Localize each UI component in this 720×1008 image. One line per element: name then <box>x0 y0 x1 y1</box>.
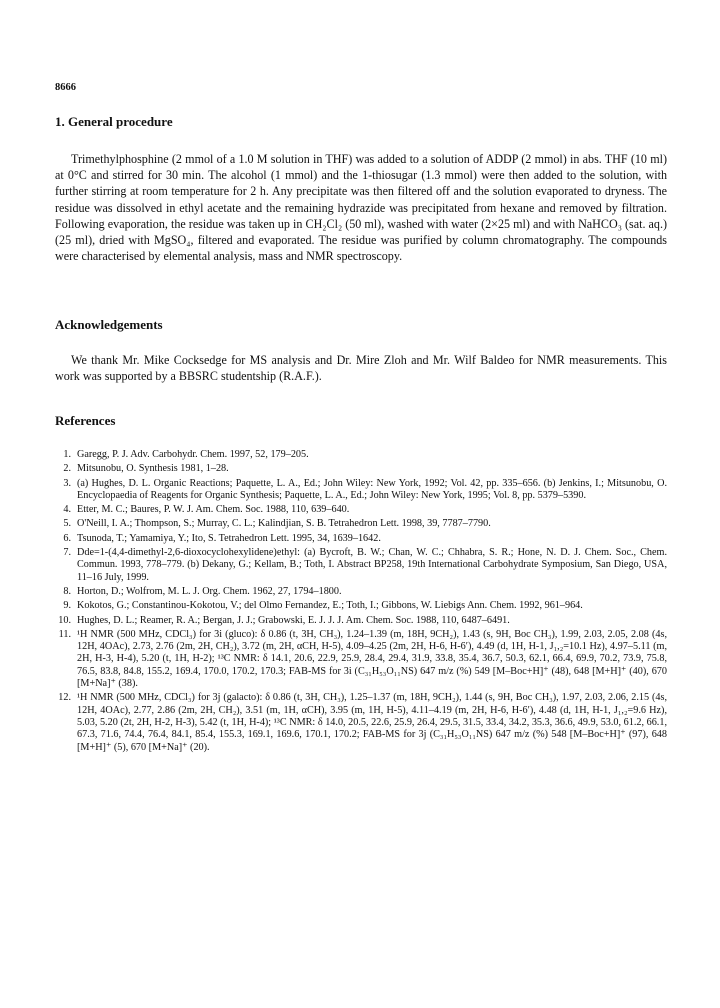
reference-text: O'Neill, I. A.; Thompson, S.; Murray, C. L.; Kalindjian, S. B. Tetrahedron Lett. 1998, 39, 7787–7790. <box>77 518 491 530</box>
reference-item <box>55 586 667 598</box>
reference-number: 4. <box>63 504 71 516</box>
acknowledgements-paragraph: We thank Mr. Mike Cocksedge for MS analysis and Dr. Mire Zloh and Mr. Wilf Baldeo for NMR measurements. This work was supported by a BBSRC studentship (R.A.F.). <box>55 353 667 384</box>
reference-item <box>55 533 667 545</box>
reference-number: 7. <box>63 547 71 559</box>
section-heading-general-procedure: 1. General procedure <box>55 114 173 129</box>
reference-item <box>55 463 667 475</box>
reference-item <box>55 478 667 503</box>
reference-number: 2. <box>63 463 71 475</box>
reference-text: Horton, D.; Wolfrom, M. L. J. Org. Chem. 1962, 27, 1794–1800. <box>77 585 342 597</box>
reference-list <box>55 449 667 756</box>
section-heading-acknowledgements: Acknowledgements <box>55 317 163 332</box>
reference-text: ¹H NMR (500 MHz, CDCl₃) for 3i (gluco): δ 0.86 (t, 3H, CH₃), 1.24–1.39 (m, 18H, 9CH₂), 1.43 (s, 9H, Boc CH₃), 1.99, 2.03, 2.05, 2.08 (4s, 12H, 4OAc), 2.73, 2.76 (2m, 2H, CH₂), 3.72 (m, 2H, αCH, H-5), 4.09–4.25 (2m, 2H, H-6, H-6′), 4.49 (d, 1H, H-1, J₁,₂=10.1 Hz), 4.97–5.11 (m, 2H, H-3, H-4), 5.20 (t, 1H, H-2); ¹³C NMR: δ 14.1, 20.6, 22.9, 25.9, 28.4, 29.4, 31.9, 33.8, 35.4, 36.7, 50.3, 62.1, 66.4, 69.9, 70.2, 73.9, 75.8, 76.5, 83.8, 84.8, 155.2, 169.4, 170.0, 170.2, 170.3; FAB-MS for 3i (C₃₁H₅₃O₁₁NS) 647 m/z (%) 549 [M–Boc+H]⁺ (48), 648 [M+H]⁺ (40), 670 [M+Na]⁺ (38). <box>77 628 667 690</box>
reference-number: 5. <box>63 518 71 530</box>
reference-number: 3. <box>63 477 71 489</box>
reference-number: 11. <box>58 628 71 640</box>
reference-number: 9. <box>63 600 71 612</box>
reference-item <box>55 547 667 584</box>
reference-text: Hughes, D. L.; Reamer, R. A.; Bergan, J. J.; Grabowski, E. J. J. J. Am. Chem. Soc. 1988, 110, 6487–6491. <box>77 614 510 626</box>
page-number: 8666 <box>55 82 76 93</box>
reference-number: 12. <box>58 692 71 704</box>
reference-text: Garegg, P. J. Adv. Carbohydr. Chem. 1997, 52, 179–205. <box>77 449 309 460</box>
section-heading-references: References <box>55 413 116 428</box>
reference-item <box>55 518 667 530</box>
reference-text: (a) Hughes, D. L. Organic Reactions; Paquette, L. A., Ed.; John Wiley: New York, 1992; Vol. 42, pp. 335–656. (b) Jenkins, I.; Mitsunobu, O. Encyclopaedia of Reagents for Organic Synthesis; Paquette, L. A., Ed.; John Wiley: New York, 1995; Vol. 8, pp. 5379–5390. <box>77 477 667 501</box>
reference-text: Kokotos, G.; Constantinou-Kokotou, V.; del Olmo Fernandez, E.; Toth, I.; Gibbons, W. Liebigs Ann. Chem. 1992, 961–964. <box>77 600 583 612</box>
journal-page <box>55 0 667 1008</box>
reference-item <box>55 629 667 690</box>
reference-text: Mitsunobu, O. Synthesis 1981, 1–28. <box>77 463 229 475</box>
reference-text: ¹H NMR (500 MHz, CDCl₃) for 3j (galacto): δ 0.86 (t, 3H, CH₃), 1.25–1.37 (m, 18H, 9CH₂), 1.44 (s, 9H, Boc CH₃), 1.97, 2.03, 2.06, 2.15 (4s, 12H, 4OAc), 2.77, 2.86 (2m, 2H, CH₂), 3.51 (m, 1H, αCH), 3.95 (m, 1H, H-5), 4.11–4.19 (m, 2H, H-6, H-6′), 4.48 (d, 1H, H-1, J₁,₂=9.6 Hz), 5.03, 5.20 (2t, 2H, H-2, H-3), 5.42 (t, 1H, H-4); ¹³C NMR: δ 14.0, 20.5, 22.6, 25.9, 26.4, 29.5, 31.5, 33.4, 34.2, 35.3, 36.6, 49.9, 53.0, 61.2, 66.1, 67.3, 71.6, 74.4, 76.4, 84.1, 85.4, 155.3, 169.1, 169.6, 170.1, 170.2; FAB-MS for 3j (C₃₁H₅₃O₁₁NS) 647 m/z (%) 548 [M–Boc+H]⁺ (97), 648 [M+H]⁺ (5), 670 [M+Na]⁺ (20). <box>77 692 667 753</box>
reference-text: Dde=1-(4,4-dimethyl-2,6-dioxocyclohexylidene)ethyl: (a) Bycroft, B. W.; Chan, W. C.; Chhabra, S. R.; Hone, N. D. J. Chem. Soc., Chem. Commun. 1993, 778–779. (b) Dekany, G.; Kellam, B.; Toth, I. Abstract BP258, 19th International Carbohydrate Symposium, San Diego, USA, 11–16 July, 1999. <box>77 547 667 583</box>
reference-number: 6. <box>63 532 71 544</box>
general-procedure-paragraph: Trimethylphosphine (2 mmol of a 1.0 M solution in THF) was added to a solution of ADDP (2 mmol) in abs. THF (10 ml) at 0°C and stirred for 30 min. The alcohol (1 mmol) and the 1-thiosugar (1.3 mmol) were then added to the solution, with further stirring at room temperature for 2 h. Any precipitate was then filtered off and the solution evaporated to dryness. The residue was dissolved in ethyl acetate and the remaining hydrazide was precipitated from hexane and removed by filtration. Following evaporation, the residue was taken up in CH₂Cl₂ (50 ml), washed with water (2×25 ml) and with NaHCO₃ (sat. aq.) (25 ml), dried with MgSO₄, filtered and evaporated. The residue was purified by column chromatography. The compounds were characterised by elemental analysis, mass and NMR spectroscopy. <box>55 152 667 264</box>
reference-number: 1. <box>63 449 71 460</box>
reference-number: 8. <box>63 585 71 597</box>
reference-number: 10. <box>58 614 71 626</box>
reference-item <box>55 615 667 627</box>
reference-item <box>55 692 667 753</box>
reference-text: Tsunoda, T.; Yamamiya, Y.; Ito, S. Tetrahedron Lett. 1995, 34, 1639–1642. <box>77 532 381 544</box>
reference-item <box>55 600 667 612</box>
reference-item <box>55 449 667 461</box>
reference-item <box>55 504 667 516</box>
reference-text: Etter, M. C.; Baures, P. W. J. Am. Chem. Soc. 1988, 110, 639–640. <box>77 504 350 516</box>
